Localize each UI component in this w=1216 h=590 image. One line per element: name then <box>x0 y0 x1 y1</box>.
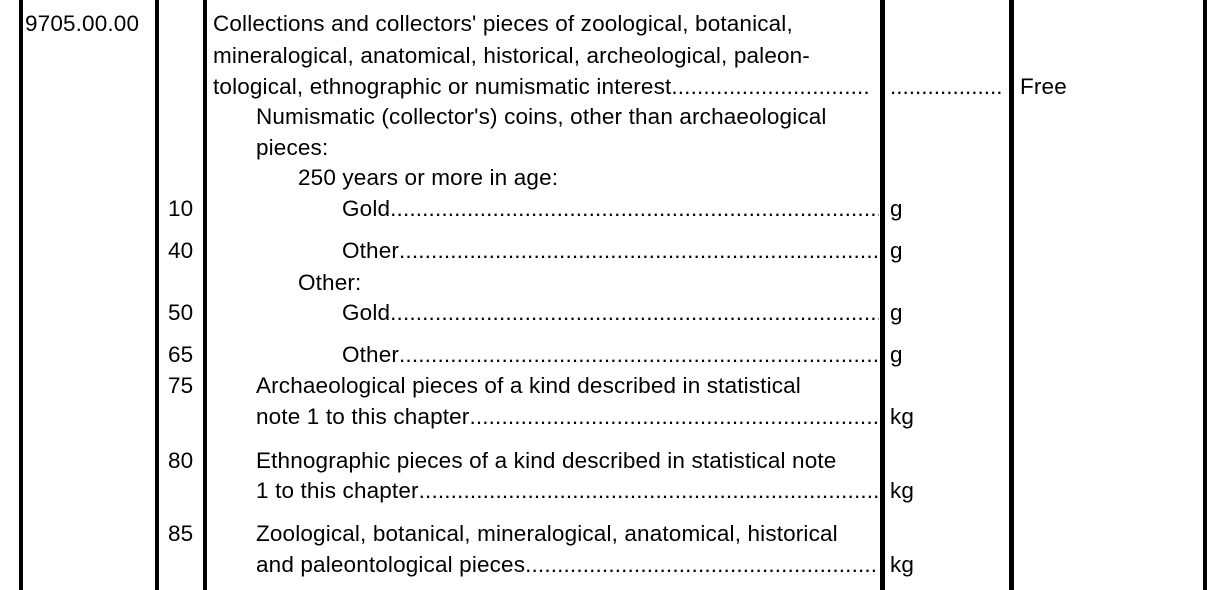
subheading-numismatic-line: pieces: <box>256 135 329 160</box>
column-rule <box>1009 0 1014 590</box>
stat-suffix: 65 <box>168 342 194 367</box>
subheading-numismatic-line: Numismatic (collector's) coins, other than archaeological <box>256 104 827 129</box>
dot-leader <box>390 193 879 224</box>
stat-suffix: 80 <box>168 448 194 473</box>
column-rule <box>155 0 159 590</box>
stat-suffix: 75 <box>168 373 194 398</box>
column-rule <box>19 0 23 590</box>
heading-description-line <box>213 71 879 102</box>
article-description: Other..... <box>342 339 879 370</box>
unit-of-quantity: g <box>890 238 903 263</box>
column-rule <box>880 0 885 590</box>
dot-leader <box>399 235 879 266</box>
stat-suffix: 10 <box>168 196 194 221</box>
heading-description-line: Collections and collectors' pieces of zoological, botanical, <box>213 11 793 36</box>
article-description-line: Archaeological pieces of a kind described in statistical <box>256 373 801 398</box>
article-description: 1 to this chapter..... <box>256 475 879 506</box>
article-description: Other..... <box>342 235 879 266</box>
unit-of-quantity: kg <box>890 552 915 577</box>
general-rate: Free <box>1020 74 1067 99</box>
article-description: and paleontological pieces..... <box>256 549 879 580</box>
stat-suffix: 50 <box>168 300 194 325</box>
dot-leader <box>390 297 879 328</box>
dot-leader <box>671 71 871 102</box>
article-description: Gold..... <box>342 297 879 328</box>
heading-code: 9705.00.00 <box>25 11 140 36</box>
dot-leader <box>469 401 879 432</box>
column-rule <box>203 0 207 590</box>
dot-leader <box>890 71 1004 102</box>
article-description-line: Ethnographic pieces of a kind described in statistical note <box>256 448 837 473</box>
unit-of-quantity: kg <box>890 478 915 503</box>
unit-of-quantity: g <box>890 196 903 221</box>
article-description: Gold..... <box>342 193 879 224</box>
article-description-line: Zoological, botanical, mineralogical, anatomical, historical <box>256 521 838 546</box>
subheading-other: Other: <box>298 270 362 295</box>
article-description: note 1 to this chapter..... <box>256 401 879 432</box>
heading-description-line: mineralogical, anatomical, historical, archeological, paleon- <box>213 43 810 68</box>
stat-suffix: 85 <box>168 521 194 546</box>
heading-description-last-line: tological, ethnographic or numismatic interest <box>213 74 672 99</box>
dot-leader <box>419 475 879 506</box>
unit-of-quantity: g <box>890 342 903 367</box>
column-rule <box>1203 0 1207 590</box>
subheading-250-years: 250 years or more in age: <box>298 165 559 190</box>
dot-leader <box>399 339 879 370</box>
stat-suffix: 40 <box>168 238 194 263</box>
unit-of-quantity: g <box>890 300 903 325</box>
unit-of-quantity: kg <box>890 404 915 429</box>
dot-leader <box>525 549 879 580</box>
